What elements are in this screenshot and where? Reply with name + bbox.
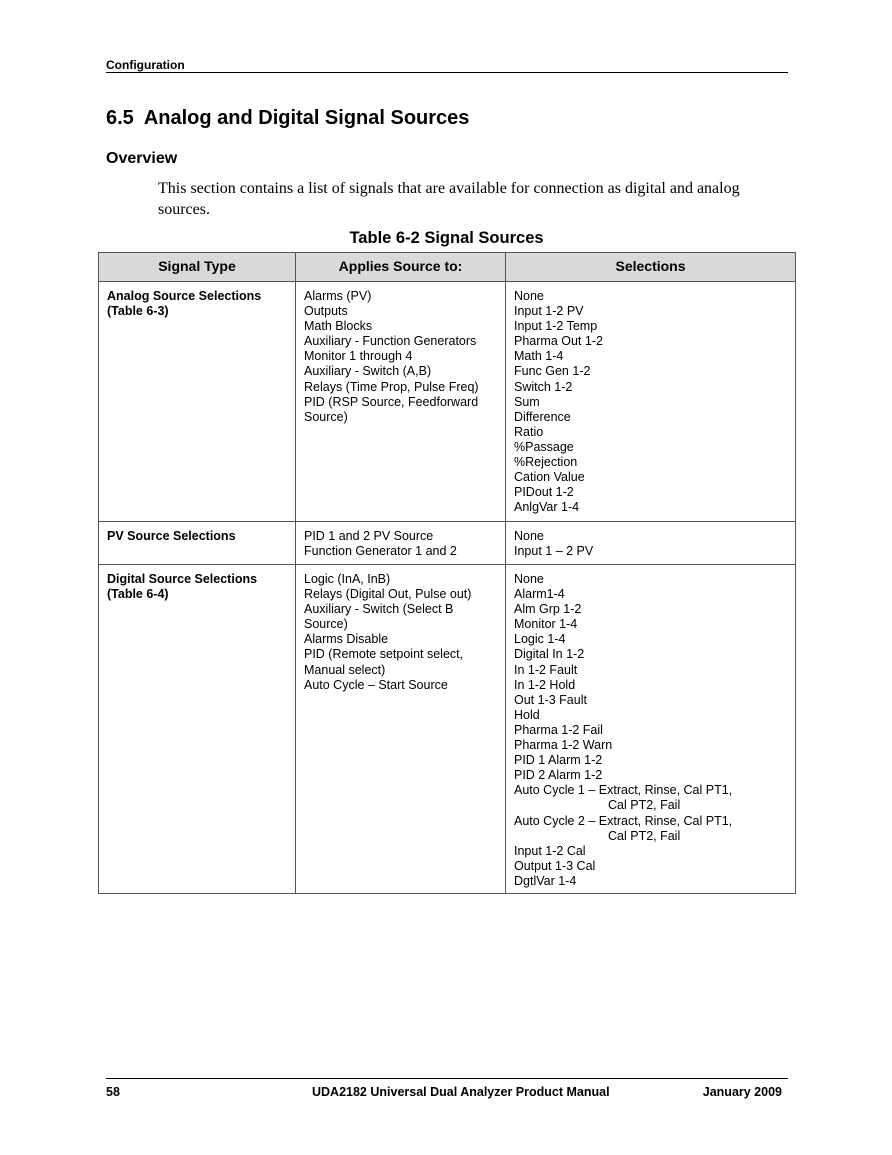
signal-type-cell	[99, 565, 296, 894]
header-signal-type: Signal Type	[99, 253, 296, 282]
header-applies-source: Applies Source to:	[296, 253, 506, 282]
section-number: 6.5	[106, 107, 134, 129]
applies-line: Source)	[304, 617, 348, 632]
selection-line: Auto Cycle 2 – Extract, Rinse, Cal PT1,	[514, 813, 733, 828]
applies-line: PID 1 and 2 PV Source	[304, 529, 434, 543]
section-heading: Analog and Digital Signal Sources	[143, 107, 470, 129]
applies-cell	[296, 565, 506, 894]
applies-line: Outputs	[304, 304, 348, 319]
selection-line: Pharma 1-2 Warn	[514, 738, 613, 753]
manual-title: UDA2182 Universal Dual Analyzer Product Manual	[312, 1085, 610, 1099]
applies-line: Math Blocks	[304, 319, 373, 334]
running-header	[106, 58, 788, 73]
header-selections: Selections	[506, 253, 796, 282]
signal-type-line: PV Source Selections	[107, 529, 236, 543]
page-number: 58	[106, 1085, 120, 1099]
applies-cell	[296, 282, 506, 522]
selection-line: DgtlVar 1-4	[514, 873, 577, 888]
applies-line: PID (RSP Source, Feedforward	[304, 394, 479, 409]
applies-line: Auxiliary - Switch (Select B	[304, 602, 454, 617]
selection-line: In 1-2 Fault	[514, 662, 578, 677]
selections-cell	[506, 522, 796, 565]
table-row-pv	[99, 522, 796, 565]
selection-line: Auto Cycle 1 – Extract, Rinse, Cal PT1,	[514, 783, 733, 798]
applies-line: Alarms Disable	[304, 632, 389, 647]
signal-type-line: Digital Source Selections	[107, 572, 258, 586]
signal-sources-table	[98, 252, 796, 894]
selection-line: Input 1 – 2 PV	[514, 544, 594, 559]
applies-line: Source)	[304, 409, 348, 424]
signal-type-cell	[99, 522, 296, 565]
applies-line: Alarms (PV)	[304, 289, 372, 303]
applies-line: Function Generator 1 and 2	[304, 544, 457, 559]
selection-line-continued: Cal PT2, Fail	[608, 798, 681, 813]
selection-line: PIDout 1-2	[514, 485, 574, 500]
selection-line: Monitor 1-4	[514, 617, 578, 632]
selection-line: Math 1-4	[514, 349, 564, 364]
signal-type-line: Analog Source Selections	[107, 289, 262, 303]
selection-line: Input 1-2 Cal	[514, 843, 586, 858]
selection-line: %Rejection	[514, 455, 578, 470]
selection-line: PID 2 Alarm 1-2	[514, 768, 603, 783]
applies-cell	[296, 522, 506, 565]
selections-cell	[506, 565, 796, 894]
selection-line: Sum	[514, 394, 540, 409]
overview-heading: Overview	[106, 150, 178, 167]
overview-paragraph: This section contains a list of signals that are available for connection as digital and analog sources.	[158, 180, 740, 218]
applies-line: Relays (Time Prop, Pulse Freq)	[304, 379, 479, 394]
selection-line-continued: Cal PT2, Fail	[608, 828, 681, 843]
applies-line: Monitor 1 through 4	[304, 349, 413, 364]
selection-line: Pharma 1-2 Fail	[514, 722, 603, 737]
applies-line: Relays (Digital Out, Pulse out)	[304, 587, 472, 602]
signal-type-cell	[99, 282, 296, 522]
table-row-analog	[99, 282, 796, 522]
selection-line: PID 1 Alarm 1-2	[514, 753, 603, 768]
header-section-label: Configuration	[106, 58, 185, 72]
selection-line: None	[514, 572, 544, 586]
applies-line: Auxiliary - Switch (A,B)	[304, 364, 432, 379]
selection-line: Input 1-2 Temp	[514, 319, 598, 334]
selection-line: None	[514, 289, 544, 303]
selection-line: Digital In 1-2	[514, 647, 585, 662]
selection-line: In 1-2 Hold	[514, 677, 576, 692]
page-footer	[106, 1078, 788, 1099]
table-header-row	[99, 253, 796, 282]
applies-line: PID (Remote setpoint select,	[304, 647, 464, 662]
selection-line: Pharma Out 1-2	[514, 334, 603, 349]
selection-line: Hold	[514, 707, 540, 722]
table-caption: Table 6-2 Signal Sources	[349, 229, 544, 247]
applies-line: Manual select)	[304, 662, 386, 677]
selection-line: Output 1-3 Cal	[514, 858, 596, 873]
selection-line: %Passage	[514, 439, 574, 454]
selection-line: Out 1-3 Fault	[514, 692, 587, 707]
selection-line: Switch 1-2	[514, 379, 573, 394]
selection-line: Difference	[514, 409, 571, 424]
selection-line: AnlgVar 1-4	[514, 500, 580, 515]
applies-line: Auxiliary - Function Generators	[304, 334, 477, 349]
selections-cell	[506, 282, 796, 522]
signal-type-line: (Table 6-4)	[107, 587, 169, 602]
applies-line: Auto Cycle – Start Source	[304, 677, 448, 692]
table-row-digital	[99, 565, 796, 894]
selection-line: Input 1-2 PV	[514, 304, 584, 319]
selection-line: Alm Grp 1-2	[514, 602, 582, 617]
selection-line: Func Gen 1-2	[514, 364, 591, 379]
section-title	[106, 105, 469, 131]
selection-line: Logic 1-4	[514, 632, 566, 647]
applies-line: Logic (InA, InB)	[304, 572, 391, 586]
selection-line: Ratio	[514, 424, 544, 439]
signal-type-line: (Table 6-3)	[107, 304, 169, 319]
selection-line: None	[514, 529, 544, 543]
publication-date: January 2009	[702, 1085, 782, 1099]
selection-line: Cation Value	[514, 470, 585, 485]
selection-line: Alarm1-4	[514, 587, 565, 602]
